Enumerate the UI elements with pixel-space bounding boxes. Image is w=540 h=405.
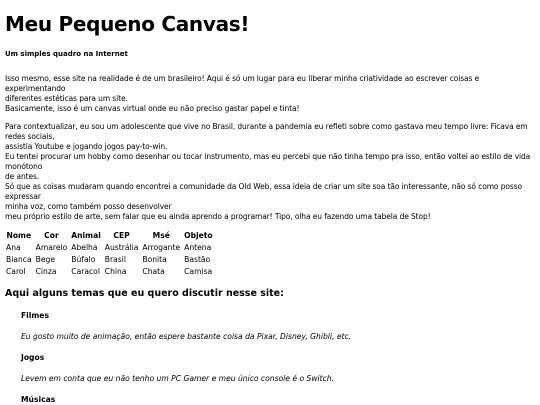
table-cell: Antena bbox=[184, 243, 212, 252]
table-cell: Austrália bbox=[104, 243, 139, 252]
table-cell: Ana bbox=[6, 243, 21, 252]
table-cell: Búfalo bbox=[71, 255, 96, 264]
table-row bbox=[4, 254, 215, 266]
table-header-cell: Animal bbox=[71, 231, 101, 240]
intro-line: Eu tentei procurar um hobby como desenhar ou tocar instrumento, mas eu percebi que não tinha tempo pra isso, então voltei ao estilo de vida monótono bbox=[5, 152, 531, 171]
intro-line: diferentes estéticas para um site. bbox=[5, 94, 128, 103]
table-cell: Bianca bbox=[6, 255, 32, 264]
table-cell: Arrogante bbox=[142, 243, 181, 252]
table-header-cell: CEP bbox=[113, 231, 130, 240]
topic-title: Jogos bbox=[21, 353, 45, 362]
table-header-cell: Cor bbox=[44, 231, 59, 240]
table-cell: Carol bbox=[6, 267, 26, 276]
intro-paragraph-1 bbox=[5, 74, 532, 114]
table-cell: Caracol bbox=[71, 267, 100, 276]
intro-line: Basicamente, isso é um canvas virtual onde eu não preciso gastar papel e tinta! bbox=[5, 104, 300, 113]
table-row bbox=[4, 242, 215, 254]
topic-title: Filmes bbox=[21, 311, 49, 320]
topic-text: Eu gosto muito de animação, então espere bastante coisa da Pixar, Disney, Ghibli, etc. bbox=[21, 332, 352, 341]
topic-music bbox=[5, 395, 532, 404]
intro-line: Para contextualizar, eu sou um adolescente que vive no Brasil, durante a pandemia eu refleti sobre como gastava meu tempo livre: Ficava em redes sociais, bbox=[5, 122, 528, 141]
intro-line: meu próprio estilo de arte, sem falar que eu ainda aprendo a programar! Tipo, olha eu fazendo uma tabela de Stop! bbox=[5, 212, 431, 221]
topics-heading: Aqui alguns temas que eu quero discutir nesse site: bbox=[5, 288, 284, 299]
table-row bbox=[4, 266, 215, 278]
table-header-cell: Nome bbox=[6, 231, 32, 240]
table-header-row bbox=[4, 230, 215, 242]
table-cell: Bonita bbox=[142, 255, 167, 264]
table-header-cell: Objeto bbox=[184, 231, 213, 240]
table-cell: Abelha bbox=[71, 243, 98, 252]
page-subtitle: Um simples quadro na Internet bbox=[5, 50, 128, 58]
intro-line: assistia Youtube e jogando jogos pay-to-win. bbox=[5, 142, 168, 151]
stop-table bbox=[4, 230, 215, 278]
intro-line: Isso mesmo, esse site na realidade é de um brasileiro! Aqui é só um lugar para eu liberar minha criatividade ao escrever coisas e experimentando bbox=[5, 74, 480, 93]
page-title: Meu Pequeno Canvas! bbox=[5, 12, 250, 36]
table-cell: Camisa bbox=[184, 267, 213, 276]
table-cell: Brasil bbox=[104, 255, 126, 264]
intro-line: minha voz, como também posso desenvolver bbox=[5, 202, 172, 211]
intro-line: Só que as coisas mudaram quando encontrei a comunidade da Old Web, essa ideia de criar um site soa tão interessante, não só como posso expressar bbox=[5, 182, 522, 201]
intro-paragraph-2 bbox=[5, 122, 532, 222]
table-cell: China bbox=[104, 267, 127, 276]
topic-text: Levem em conta que eu não tenho um PC Gamer e meu único console é o Switch. bbox=[21, 374, 335, 383]
table-cell: Bege bbox=[35, 255, 55, 264]
topic-title: Músicas bbox=[21, 395, 56, 404]
intro-line: de antes. bbox=[5, 172, 40, 181]
table-cell: Cinza bbox=[35, 267, 57, 276]
topic-games bbox=[5, 353, 532, 383]
table-header-cell: Msé bbox=[152, 231, 170, 240]
table-cell: Amarelo bbox=[35, 243, 68, 252]
table-cell: Bastão bbox=[184, 255, 211, 264]
table-cell: Chata bbox=[142, 267, 165, 276]
topic-movies bbox=[5, 311, 532, 341]
